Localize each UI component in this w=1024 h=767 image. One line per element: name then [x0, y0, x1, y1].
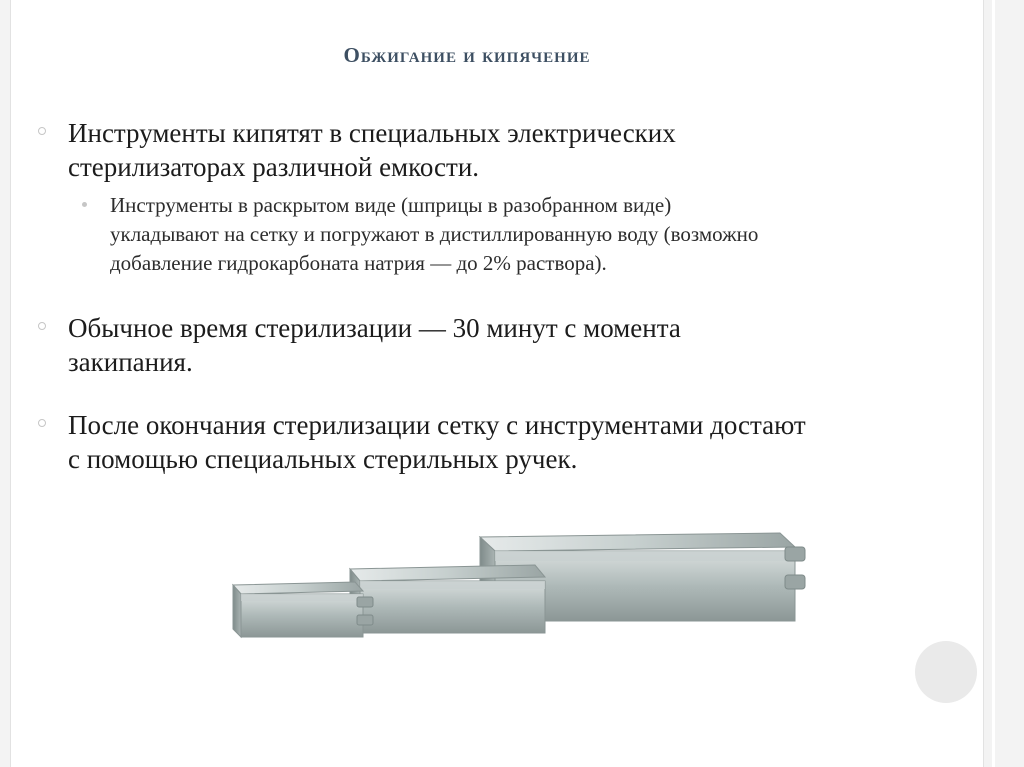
sub-bullet-line-3: добавление гидрокарбоната натрия — до 2% раствора). [110, 251, 607, 275]
sub-bullet-line-2: укладывают на сетку и погружают в дистиллированную воду (возможно [110, 222, 759, 246]
bullet-circle-icon [38, 322, 46, 330]
bullet-2 [68, 311, 968, 379]
bullet-1 [68, 116, 968, 184]
bullet-2-line-2: закипания. [68, 347, 193, 377]
bullet-3 [68, 408, 968, 476]
medium-sterilizer-box [350, 565, 545, 633]
small-sterilizer-box [233, 582, 373, 637]
slide-title: Обжигание и кипячение [343, 43, 591, 67]
slide-right-border [983, 0, 1024, 767]
sub-bullet-line-1: Инструменты в раскрытом виде (шприцы в разобранном виде) [110, 193, 672, 217]
decorative-circle [915, 641, 977, 703]
bullet-1-line-1: Инструменты кипятят в специальных электрических [68, 118, 676, 148]
bullet-circle-icon [38, 127, 46, 135]
border-accent-line [992, 0, 995, 767]
bullet-circle-icon [38, 419, 46, 427]
sub-bullet-1 [110, 191, 970, 278]
sterilizer-boxes-image [225, 525, 810, 665]
bullet-1-line-2: стерилизаторах различной емкости. [68, 152, 480, 182]
bullet-3-line-1: После окончания стерилизации сетку с инструментами достают [68, 410, 806, 440]
sub-bullet-dot-icon [82, 202, 87, 207]
bullet-3-line-2: с помощью специальных стерильных ручек. [68, 444, 578, 474]
slide-left-border [0, 0, 11, 767]
bullet-2-line-1: Обычное время стерилизации — 30 минут с момента [68, 313, 681, 343]
